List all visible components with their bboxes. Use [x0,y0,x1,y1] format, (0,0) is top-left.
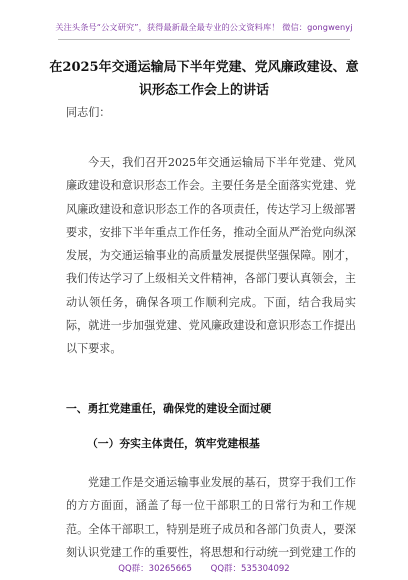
header-divider [58,39,350,40]
greeting: 同志们： [66,106,111,119]
footer-qq-group-1: QQ群：30265665 [118,564,192,574]
footer-contact [0,562,408,574]
paragraph-party-building: 党建工作是交通运输事业发展的基石，贯穿于我们工作的方方面面，涵盖了每一位干部职工的日常行为和工作规范。全体干部职工，特别是班子成员和各部门负责人，要深刻认识党建工作的重要性，将思想和行动统一到党建工作的 [66,476,356,559]
header-note: 关注头条号“公文研究”，获得最新最全最专业的公文资料库！ 微信：gongwenyj [55,22,353,32]
footer-qq-group-2: QQ群：535304092 [210,564,290,574]
subsection-heading-1-1: （一）夯实主体责任，筑牢党建根基 [87,437,260,450]
paragraph-intro: 今天，我们召开2025年交通运输局下半年党建、党风廉政建设和意识形态工作会。主要任务是全面落实党建、党风廉政建设和意识形态工作的各项责任，传达学习上级部署要求，安排下半年重点工作任务，推动全面从严治党向纵深发展，为交通运输事业的高质量发展提供坚强保障。刚才，我们传达学习了上级相关文件精神，各部门要认真领会，主动认领任务，确保各项工作顺利完成。下面，结合我局实际，就进一步加强党建、党风廉政建设和意识形态工作提出以下要求。 [66,156,356,356]
document-title: 在2025年交通运输局下半年党建、党风廉政建设、意识形态工作会上的讲话 [49,60,359,98]
section-heading-1: 一、勇扛党建重任，确保党的建设全面过硬 [66,402,272,415]
